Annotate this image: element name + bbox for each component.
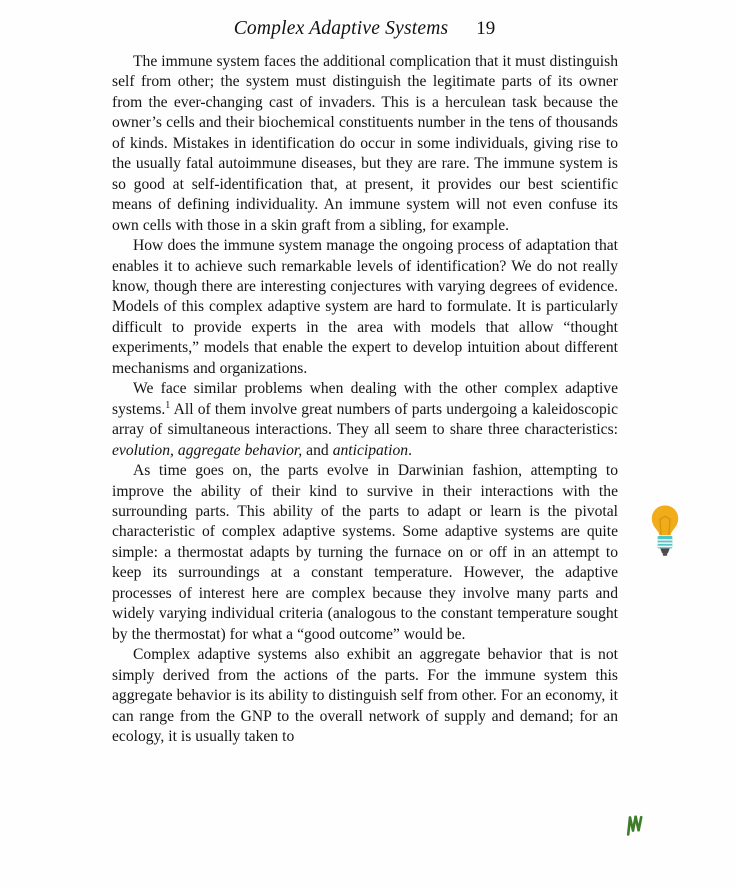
text-run: As time goes on, the parts evolve in Darwinian fashion, attempting to improve the ability of their kind to survive in their interactions with the surrounding parts. This ability of the parts to adapt or learn is the pivotal characteristic of complex adaptive systems. Some adaptive systems are quite simple: a thermostat adapts by turning the furnace on or off in an attempt to keep its surroundings at a constant temperature. However, the adaptive processes of interest here are complex because they involve many parts and widely varying individual criteria (analogous to the constant temperature sought by the thermostat) for what a “good outcome” would be. xyxy=(112,462,618,643)
paragraph-p5 xyxy=(112,645,618,747)
body-text-column xyxy=(112,52,618,747)
paragraph-p1 xyxy=(112,52,618,236)
text-run: How does the immune system manage the ongoing process of adaptation that enables it to achieve such remarkable levels of identification? We do not really know, though there are interesting conjectures with varying degrees of evidence. Models of this complex adaptive system are hard to formulate. It is particularly difficult to provide experts in the area with models that allow “thought experiments,” models that enable the expert to develop intuition about different mechanisms and organizations. xyxy=(112,237,618,377)
text-run: . xyxy=(408,441,412,459)
paragraph-p4 xyxy=(112,461,618,645)
text-run: The immune system faces the additional complication that it must distinguish self from other; the system must distinguish the legitimate parts of its owner from the ever-changing cast of invaders. This is a herculean task because the owner’s cells and their biochemical constituents number in the tens of thousands of kinds. Mistakes in identification do occur in some individuals, giving rise to the usually fatal autoimmune diseases, but they are rare. The immune system is so good at self-identification that, at present, it provides our best scientific means of defining individuality. An immune system will not even confuse its own cells with those in a skin graft from a sibling, for example. xyxy=(112,53,618,234)
handwritten-mark-icon[interactable] xyxy=(624,812,646,840)
running-head xyxy=(112,18,617,44)
paragraph-p3 xyxy=(112,379,618,461)
lightbulb-icon[interactable] xyxy=(648,503,682,563)
page-number: 19 xyxy=(476,18,496,39)
footnote-reference[interactable]: 1 xyxy=(165,399,171,411)
text-run: All of them involve great numbers of parts undergoing a kaleidoscopic array of simultaneous interactions. They all seem to share three characteristics: xyxy=(112,400,618,439)
emphasized-term: evolution, aggregate behavior, xyxy=(112,441,303,459)
emphasized-term: anticipation xyxy=(332,441,409,459)
text-run: and xyxy=(302,441,333,459)
text-run: We face similar problems when dealing with the other complex adaptive systems. xyxy=(112,380,618,418)
paragraph-p2 xyxy=(112,236,618,379)
running-head-title: Complex Adaptive Systems xyxy=(233,18,449,39)
text-run: Complex adaptive systems also exhibit an aggregate behavior that is not simply derived from the actions of the parts. For the immune system this aggregate behavior is its ability to distinguish self from other. For an economy, it can range from the GNP to the overall network of supply and demand; for an ecology, it is usually taken to xyxy=(112,646,618,745)
